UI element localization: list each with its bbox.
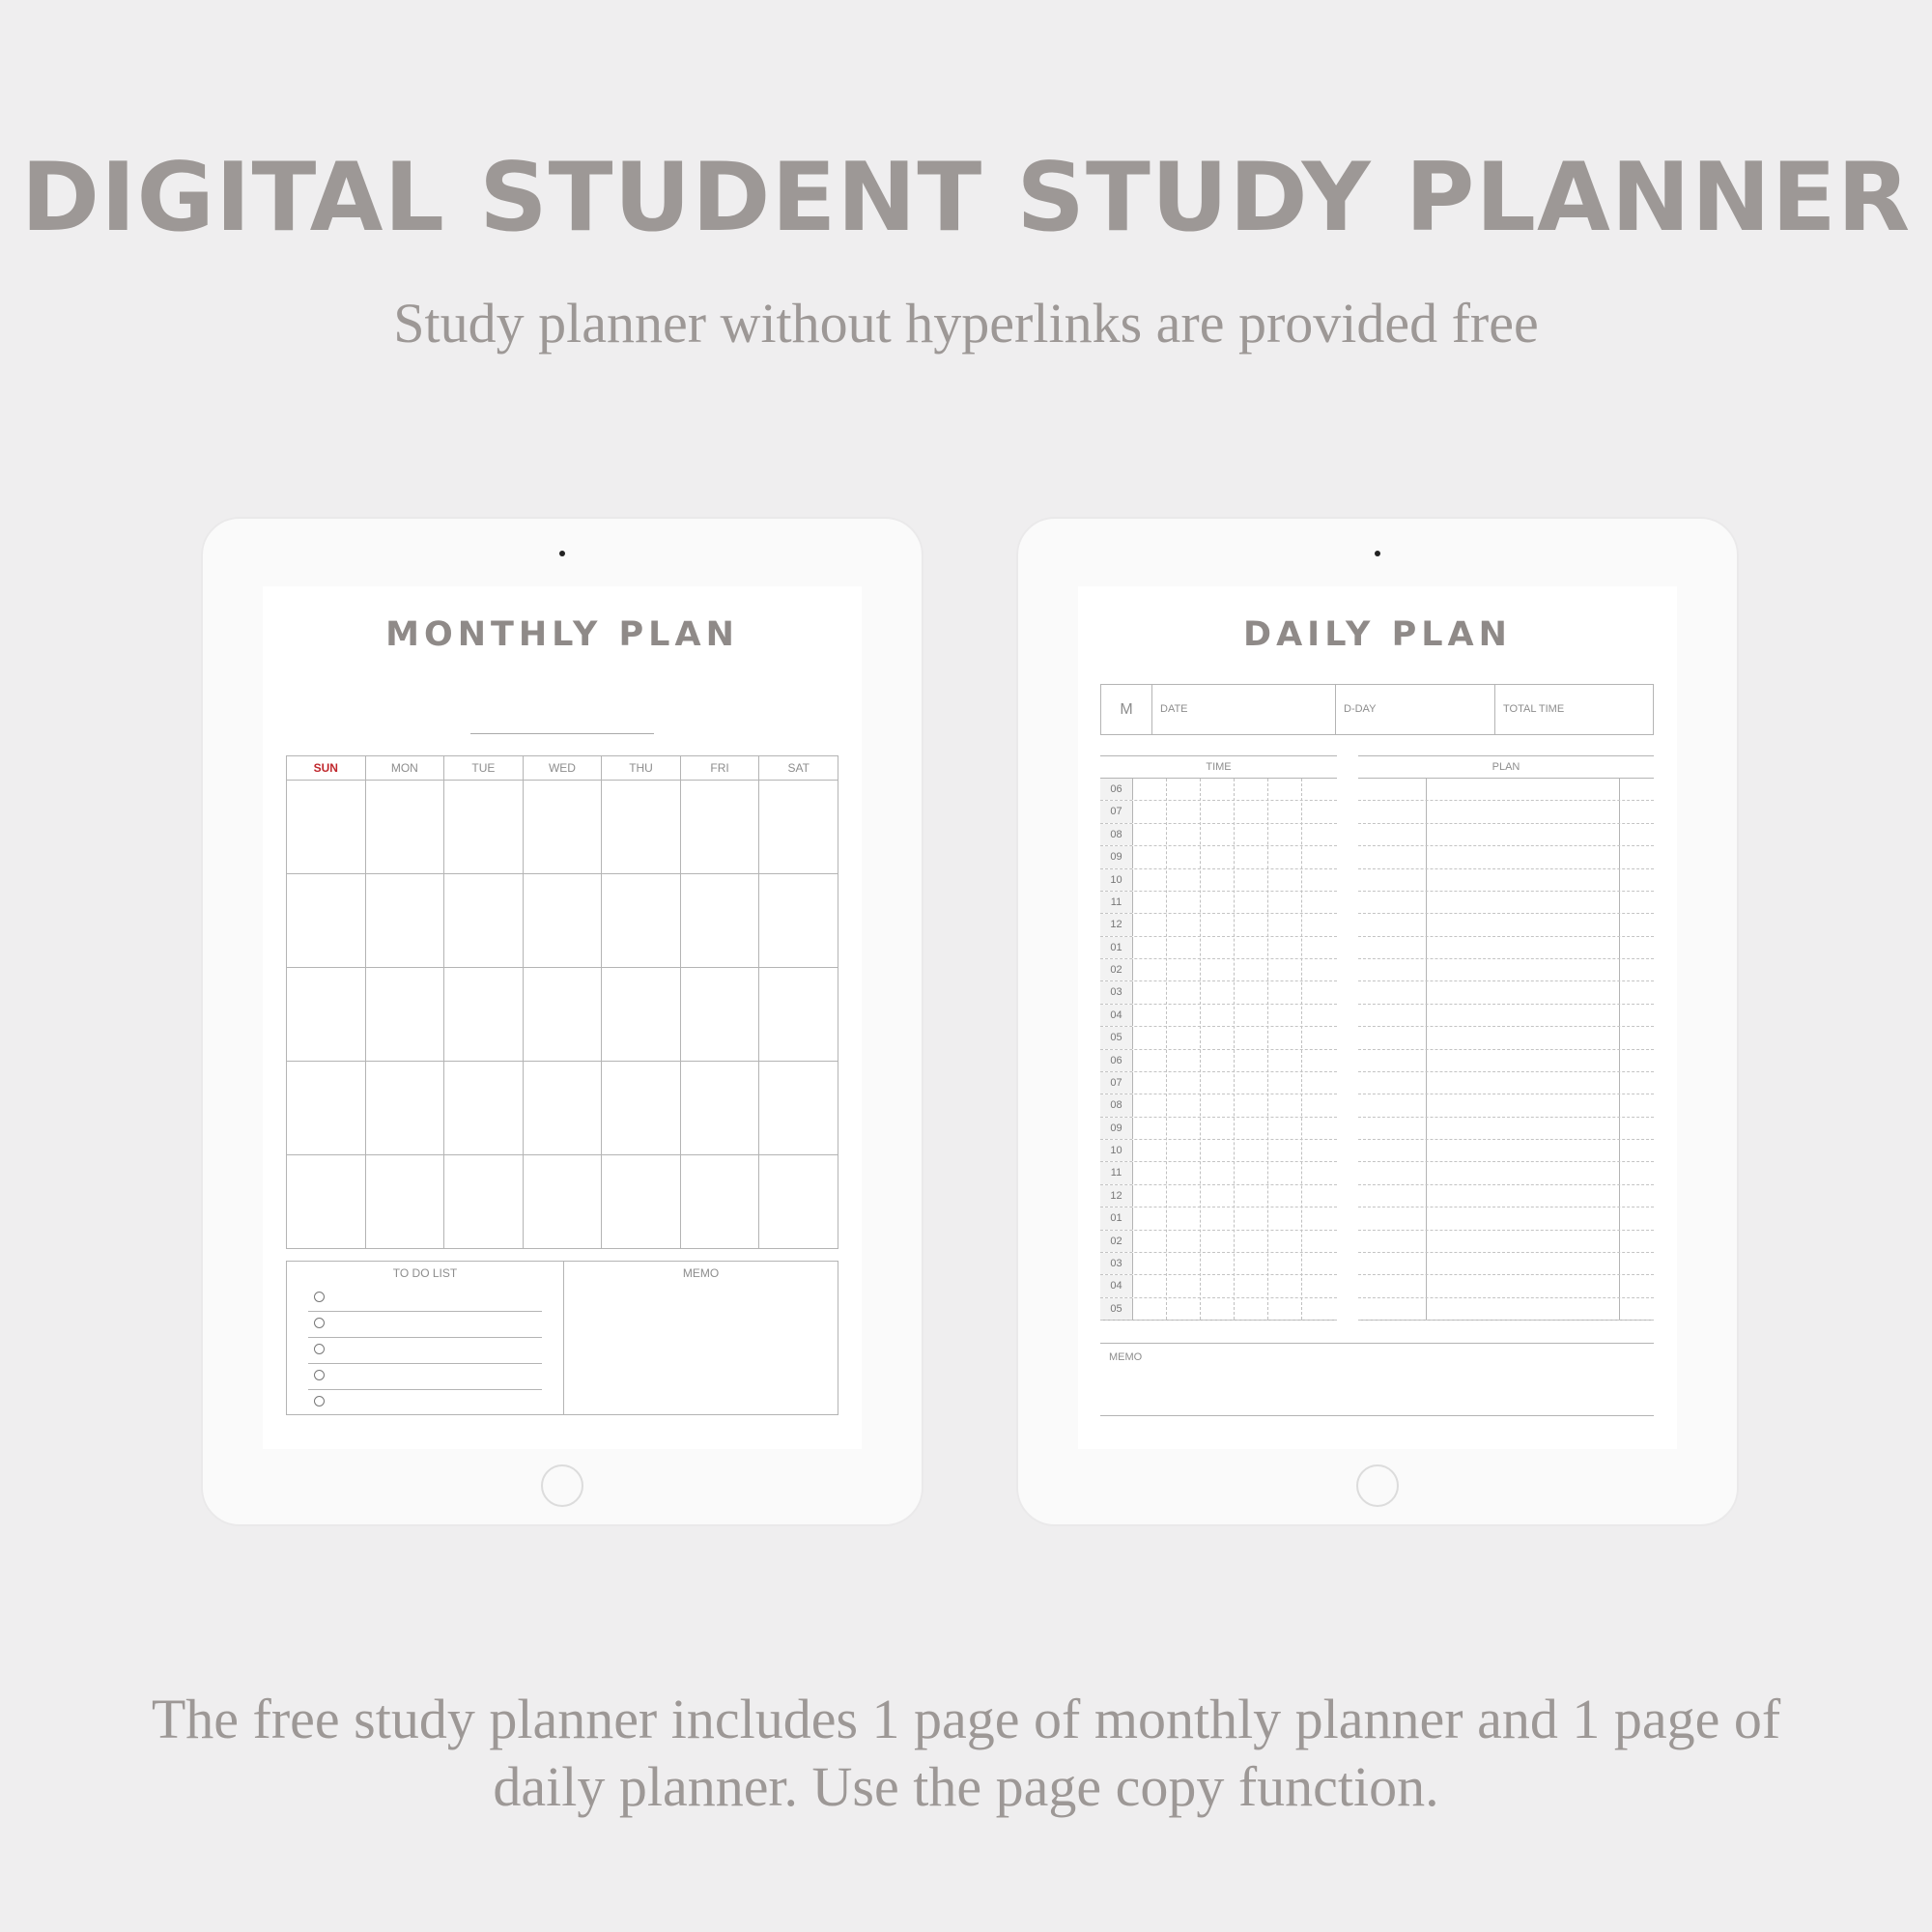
hour-row[interactable] <box>1100 824 1337 846</box>
checkbox-circle-icon[interactable] <box>314 1344 325 1354</box>
hour-label: 08 <box>1100 1094 1133 1116</box>
day-header-wed: WED <box>523 756 602 781</box>
plan-row[interactable] <box>1358 1050 1654 1072</box>
hour-label: 06 <box>1100 779 1133 800</box>
hour-label: 03 <box>1100 1253 1133 1274</box>
plan-header: PLAN <box>1358 755 1654 779</box>
hour-label: 12 <box>1100 1185 1133 1207</box>
plan-row[interactable] <box>1358 1072 1654 1094</box>
hour-row[interactable] <box>1100 869 1337 892</box>
calendar-day-cell[interactable] <box>680 874 759 968</box>
daily-memo-label: MEMO <box>1109 1351 1143 1363</box>
calendar-day-cell[interactable] <box>287 968 366 1062</box>
hour-label: 11 <box>1100 1162 1133 1183</box>
plan-row[interactable] <box>1358 779 1654 801</box>
daily-plan-title: DAILY PLAN <box>1243 615 1512 654</box>
todo-list-label: TO DO LIST <box>392 1266 458 1280</box>
calendar-day-cell[interactable] <box>287 781 366 874</box>
day-header-tue: TUE <box>444 756 524 781</box>
plan-row[interactable] <box>1358 1208 1654 1230</box>
daily-plan-screen <box>1078 586 1677 1449</box>
calendar-week-row <box>287 968 838 1062</box>
calendar-day-cell[interactable] <box>759 968 838 1062</box>
calendar-day-cell[interactable] <box>602 781 681 874</box>
plan-row[interactable] <box>1358 937 1654 959</box>
monthly-calendar <box>286 755 838 1249</box>
plan-row[interactable] <box>1358 1298 1654 1321</box>
hour-label: 05 <box>1100 1027 1133 1048</box>
dday-cell[interactable]: D-DAY <box>1336 685 1495 734</box>
plan-grid <box>1358 755 1654 1321</box>
plan-row[interactable] <box>1358 959 1654 981</box>
hour-label: 05 <box>1100 1298 1133 1320</box>
plan-row[interactable] <box>1358 1253 1654 1275</box>
hour-row[interactable] <box>1100 1162 1337 1184</box>
calendar-day-cell[interactable] <box>759 874 838 968</box>
hour-label: 08 <box>1100 824 1133 845</box>
calendar-day-cell[interactable] <box>523 874 602 968</box>
camera-icon <box>559 551 565 556</box>
hour-row[interactable] <box>1100 1140 1337 1162</box>
total-time-cell[interactable]: TOTAL TIME <box>1503 703 1565 715</box>
hour-row[interactable] <box>1100 914 1337 936</box>
monthly-plan-screen <box>263 586 862 1449</box>
calendar-day-cell[interactable] <box>523 968 602 1062</box>
plan-row[interactable] <box>1358 1162 1654 1184</box>
hour-row[interactable] <box>1100 846 1337 868</box>
plan-row[interactable] <box>1358 824 1654 846</box>
calendar-day-cell[interactable] <box>444 1155 524 1249</box>
camera-icon <box>1375 551 1380 556</box>
hour-row[interactable] <box>1100 959 1337 981</box>
monthly-bottom-box <box>286 1261 838 1415</box>
hour-label: 10 <box>1100 1140 1133 1161</box>
hour-row[interactable] <box>1100 1275 1337 1297</box>
daily-memo-top-line <box>1100 1343 1654 1344</box>
plan-row[interactable] <box>1358 1094 1654 1117</box>
page-title: DIGITAL STUDENT STUDY PLANNER <box>20 143 1912 253</box>
hour-label: 07 <box>1100 1072 1133 1094</box>
month-name-line[interactable] <box>470 733 654 734</box>
plan-row[interactable] <box>1358 914 1654 936</box>
calendar-day-cell[interactable] <box>759 781 838 874</box>
home-button[interactable] <box>1356 1464 1399 1507</box>
hour-row[interactable] <box>1100 801 1337 823</box>
hour-label: 03 <box>1100 981 1133 1003</box>
hour-row[interactable] <box>1100 981 1337 1004</box>
date-cell[interactable]: DATE <box>1152 685 1336 734</box>
calendar-day-cell[interactable] <box>444 781 524 874</box>
hour-label: 02 <box>1100 1231 1133 1252</box>
daily-header <box>1100 684 1654 735</box>
calendar-day-cell[interactable] <box>365 968 444 1062</box>
calendar-day-cell[interactable] <box>759 1062 838 1155</box>
calendar-day-cell[interactable] <box>602 874 681 968</box>
daily-memo-bottom-line <box>1100 1415 1654 1416</box>
hour-row[interactable] <box>1100 779 1337 801</box>
plan-rows[interactable] <box>1358 779 1654 1321</box>
hour-row[interactable] <box>1100 1253 1337 1275</box>
day-header-mon: MON <box>365 756 444 781</box>
calendar-day-cell[interactable] <box>365 781 444 874</box>
plan-row[interactable] <box>1358 1140 1654 1162</box>
todo-list <box>287 1262 564 1414</box>
plan-row[interactable] <box>1358 981 1654 1004</box>
calendar-day-cell[interactable] <box>523 1062 602 1155</box>
hour-row[interactable] <box>1100 1050 1337 1072</box>
plan-row[interactable] <box>1358 869 1654 892</box>
calendar-day-cell[interactable] <box>602 968 681 1062</box>
calendar-day-cell[interactable] <box>365 1155 444 1249</box>
plan-row[interactable] <box>1358 892 1654 914</box>
calendar-day-cell[interactable] <box>287 1062 366 1155</box>
hour-label: 09 <box>1100 846 1133 867</box>
plan-row[interactable] <box>1358 1275 1654 1297</box>
hour-row[interactable] <box>1100 1094 1337 1117</box>
hour-row[interactable] <box>1100 1118 1337 1140</box>
hour-label: 09 <box>1100 1118 1133 1139</box>
hour-label: 12 <box>1100 914 1133 935</box>
hour-label: 04 <box>1100 1275 1133 1296</box>
hour-row[interactable] <box>1100 1208 1337 1230</box>
time-grid <box>1100 755 1337 1321</box>
monthly-memo[interactable] <box>564 1262 838 1414</box>
page-subtitle: Study planner without hyperlinks are provided free <box>393 292 1539 355</box>
calendar-day-cell[interactable] <box>444 968 524 1062</box>
hour-row[interactable] <box>1100 1005 1337 1027</box>
hour-label: 11 <box>1100 892 1133 913</box>
calendar-day-cell[interactable] <box>602 1155 681 1249</box>
todo-item[interactable] <box>308 1390 542 1415</box>
hour-row[interactable] <box>1100 1027 1337 1049</box>
time-rows <box>1100 779 1337 1321</box>
day-header-thu: THU <box>602 756 681 781</box>
plan-row[interactable] <box>1358 1005 1654 1027</box>
todo-item[interactable] <box>308 1286 542 1312</box>
calendar-day-cell[interactable] <box>680 968 759 1062</box>
calendar-day-cell[interactable] <box>287 874 366 968</box>
calendar-day-cell[interactable] <box>444 874 524 968</box>
tablet-monthly <box>201 517 923 1526</box>
hour-row[interactable] <box>1100 1185 1337 1208</box>
todo-item[interactable] <box>308 1312 542 1338</box>
calendar-day-cell[interactable] <box>365 1062 444 1155</box>
month-cell[interactable]: M <box>1101 685 1152 734</box>
hour-label: 06 <box>1100 1050 1133 1071</box>
plan-row[interactable] <box>1358 1027 1654 1049</box>
calendar-week-row <box>287 874 838 968</box>
hour-row[interactable] <box>1100 892 1337 914</box>
calendar-week-row <box>287 1062 838 1155</box>
calendar-day-cell[interactable] <box>602 1062 681 1155</box>
calendar-week-row <box>287 781 838 874</box>
calendar-day-cell[interactable] <box>365 874 444 968</box>
checkbox-circle-icon[interactable] <box>314 1292 325 1302</box>
day-header-sun: SUN <box>287 756 366 781</box>
checkbox-circle-icon[interactable] <box>314 1370 325 1380</box>
plan-row[interactable] <box>1358 846 1654 868</box>
calendar-day-cell[interactable] <box>680 781 759 874</box>
calendar-day-cell[interactable] <box>444 1062 524 1155</box>
monthly-plan-title: MONTHLY PLAN <box>385 615 739 654</box>
time-header: TIME <box>1100 755 1337 779</box>
calendar-day-cell[interactable] <box>523 1155 602 1249</box>
hour-row[interactable] <box>1100 1072 1337 1094</box>
tablet-daily <box>1016 517 1739 1526</box>
calendar-day-cell[interactable] <box>523 781 602 874</box>
footer-description: The free study planner includes 1 page of monthly planner and 1 page of daily planner. Use the page copy function. <box>151 1688 1781 1818</box>
hour-label: 02 <box>1100 959 1133 980</box>
day-header-fri: FRI <box>680 756 759 781</box>
calendar-week-row <box>287 1155 838 1249</box>
hour-label: 01 <box>1100 937 1133 958</box>
hour-row[interactable] <box>1100 1298 1337 1321</box>
plan-row[interactable] <box>1358 1118 1654 1140</box>
hour-label: 10 <box>1100 869 1133 891</box>
plan-row[interactable] <box>1358 1185 1654 1208</box>
home-button[interactable] <box>541 1464 583 1507</box>
day-header-sat: SAT <box>759 756 838 781</box>
hour-row[interactable] <box>1100 937 1337 959</box>
hour-label: 04 <box>1100 1005 1133 1026</box>
calendar-day-cell[interactable] <box>287 1155 366 1249</box>
hour-label: 01 <box>1100 1208 1133 1229</box>
todo-item[interactable] <box>308 1338 542 1364</box>
calendar-day-cell[interactable] <box>759 1155 838 1249</box>
todo-item[interactable] <box>308 1364 542 1390</box>
calendar-day-cell[interactable] <box>680 1155 759 1249</box>
hour-label: 07 <box>1100 801 1133 822</box>
plan-row[interactable] <box>1358 801 1654 823</box>
memo-label: MEMO <box>682 1266 720 1280</box>
plan-row[interactable] <box>1358 1231 1654 1253</box>
checkbox-circle-icon[interactable] <box>314 1396 325 1406</box>
checkbox-circle-icon[interactable] <box>314 1318 325 1328</box>
calendar-day-cell[interactable] <box>680 1062 759 1155</box>
hour-row[interactable] <box>1100 1231 1337 1253</box>
